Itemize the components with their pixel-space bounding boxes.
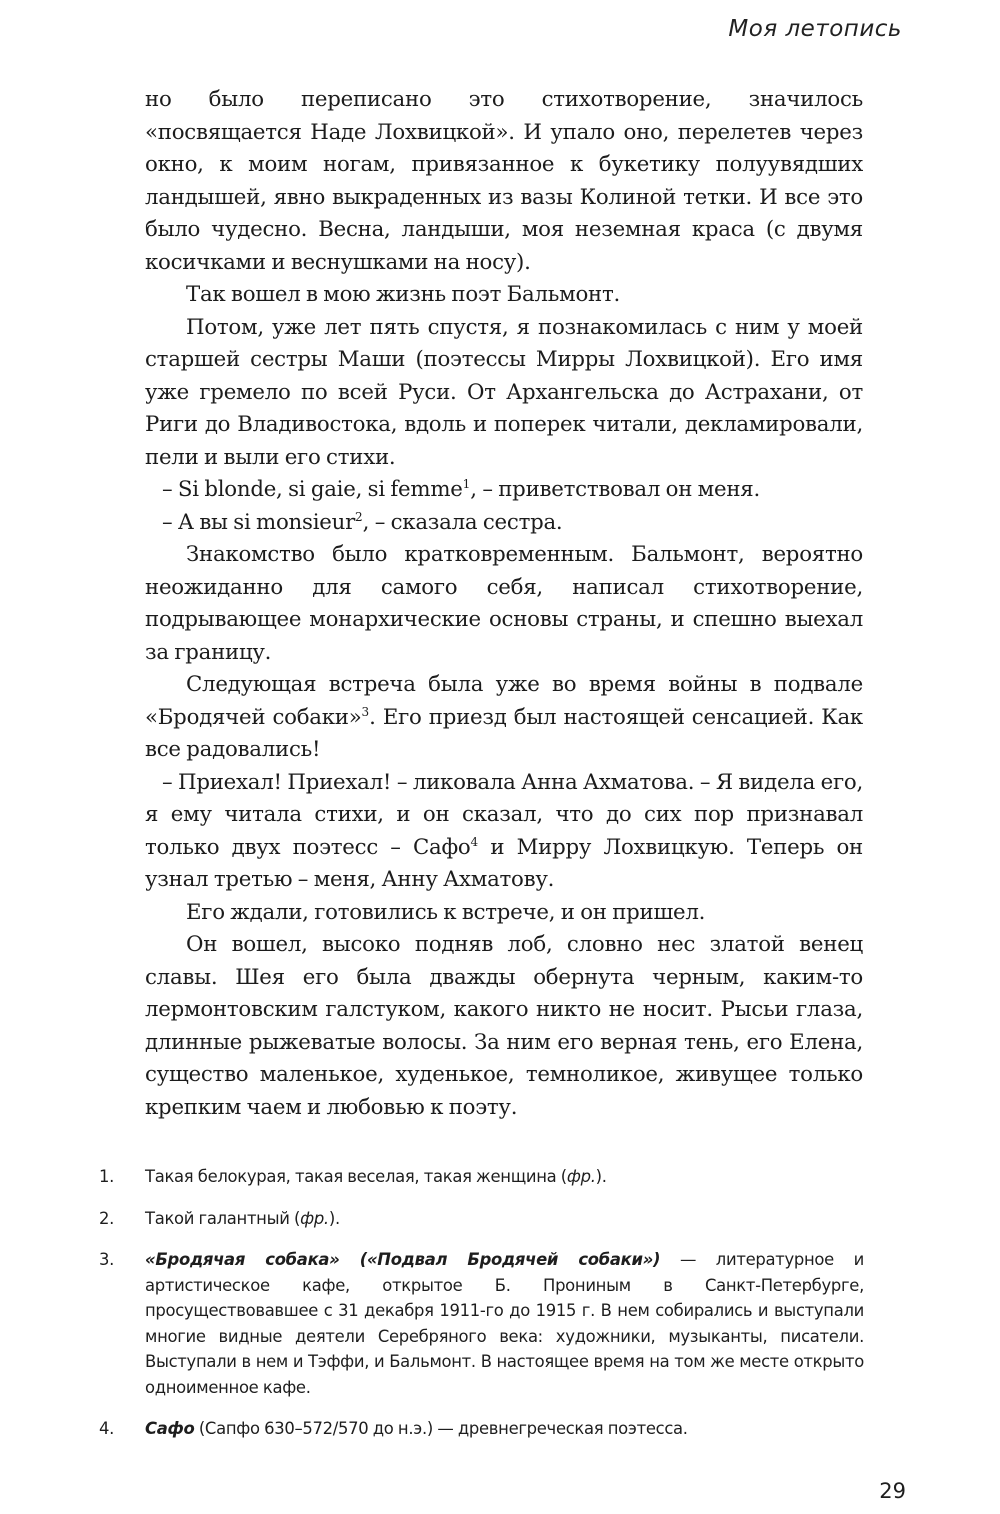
abbr-italic: фр.	[300, 1208, 329, 1228]
footnote-text	[145, 1416, 864, 1442]
footnote-number: 2.	[99, 1208, 115, 1228]
text-span: . Его приезд был настоящей сенсацией. Как все радовались!	[145, 704, 863, 762]
paragraph	[145, 669, 863, 767]
footnote-text	[145, 1164, 864, 1190]
page-number: 29	[879, 1479, 906, 1503]
footnote-marker: 1	[462, 476, 471, 491]
dialogue-line	[145, 767, 863, 897]
footnote-text	[145, 1206, 864, 1232]
text-span: – Si blonde, si gaie, si femme	[162, 477, 463, 502]
dialogue-line	[145, 474, 863, 507]
paragraph: Знакомство было кратковременным. Бальмонт, вероятно неожиданно для самого себя, написал стихотворение, подрывающее монархические основы страны, и спешно выехал за границу.	[145, 542, 863, 665]
text-span: (Сапфо 630–572/570 до н.э.) — древнегреческая поэтесса.	[194, 1419, 688, 1438]
text-span: , – сказала сестра.	[362, 509, 563, 535]
footnote-text	[145, 1247, 864, 1400]
main-text	[145, 84, 863, 1124]
footnote-term: Сафо	[145, 1419, 195, 1438]
footnote-marker: 3	[361, 704, 370, 719]
text-span: ).	[328, 1208, 340, 1228]
abbr-italic: фр.	[566, 1167, 596, 1186]
text-span: Следующая встреча была уже во время войны в подвале «Бродячей собаки»	[145, 672, 863, 730]
footnote-3	[99, 1247, 864, 1400]
text-span: и Мирру Лохвицкую. Теперь он узнал третью – меня, Анну Ахматову.	[145, 834, 864, 892]
text-span: ).	[595, 1167, 607, 1186]
footnote-number: 3.	[99, 1250, 115, 1269]
footnote-marker: 2	[355, 509, 363, 524]
running-header: Моя летопись	[728, 16, 902, 42]
text-span: – А вы si monsieur	[162, 509, 356, 535]
footnotes	[99, 1164, 864, 1458]
paragraph: Потом, уже лет пять спустя, я познакомилась с ним у моей старшей сестры Маши (поэтессы Мирры Лохвицкой). Его имя уже гремело по всей Руси. От Архангельска до Астрахани, от Риги до Владивостока, вдоль и поперек читали, декламировали, пели и выли его стихи.	[145, 314, 863, 470]
text-span: — литературное и артистическое кафе, открытое Б. Прониным в Санкт-Петербурге, просуществовавшее с 31 декабря 1911-го до 1915 г. В нем собирались и выступали многие видные деятели Серебряного века: художники, музыканты, писатели. Выступали в нем и Тэффи, и Бальмонт. В настоящее время на том же месте открыто одноименное кафе.	[145, 1250, 864, 1397]
text-span: Такой галантный (	[145, 1208, 301, 1228]
text-span: , – приветствовал он меня.	[470, 477, 760, 502]
paragraph: Он вошел, высоко подняв лоб, словно нес златой венец славы. Шея его была дважды обернута черным, каким-то лермонтовским галстуком, какого никто не носит. Рысьи глаза, длинные рыжеватые волосы. За ним его верная тень, его Елена, существо маленькое, худенькое, темноликое, живущее только крепким чаем и любовью к поэту.	[145, 932, 863, 1120]
text-span: – Приехал! Приехал! – ликовала Анна Ахматова. – Я видела его, я ему читала стихи, и он сказал, что до сих пор признавал только двух поэтесс – Сафо	[145, 769, 863, 860]
paragraph: но было переписано это стихотворение, значилось «посвящается Наде Лохвицкой». И упало оно, перелетев через окно, к моим ногам, привязанное к букетику полуувядших ландышей, явно выкраденных из вазы Колиной тетки. И все это было чудесно. Весна, ландыши, моя неземная краса (с двумя косичками и веснушками на носу).	[145, 87, 863, 275]
text-span: Такая белокурая, такая веселая, такая женщина (	[145, 1167, 567, 1186]
footnote-1	[99, 1164, 864, 1190]
footnote-number: 4.	[99, 1419, 115, 1438]
footnote-marker: 4	[470, 834, 479, 849]
paragraph: Его ждали, готовились к встрече, и он пришел.	[186, 899, 706, 925]
footnote-number: 1.	[99, 1167, 115, 1186]
dialogue-line	[145, 507, 863, 540]
footnote-2	[99, 1206, 864, 1232]
footnote-4	[99, 1416, 864, 1442]
footnote-term: «Бродячая собака» («Подвал Бродячей собаки»)	[145, 1250, 661, 1269]
paragraph: Так вошел в мою жизнь поэт Бальмонт.	[186, 282, 621, 307]
